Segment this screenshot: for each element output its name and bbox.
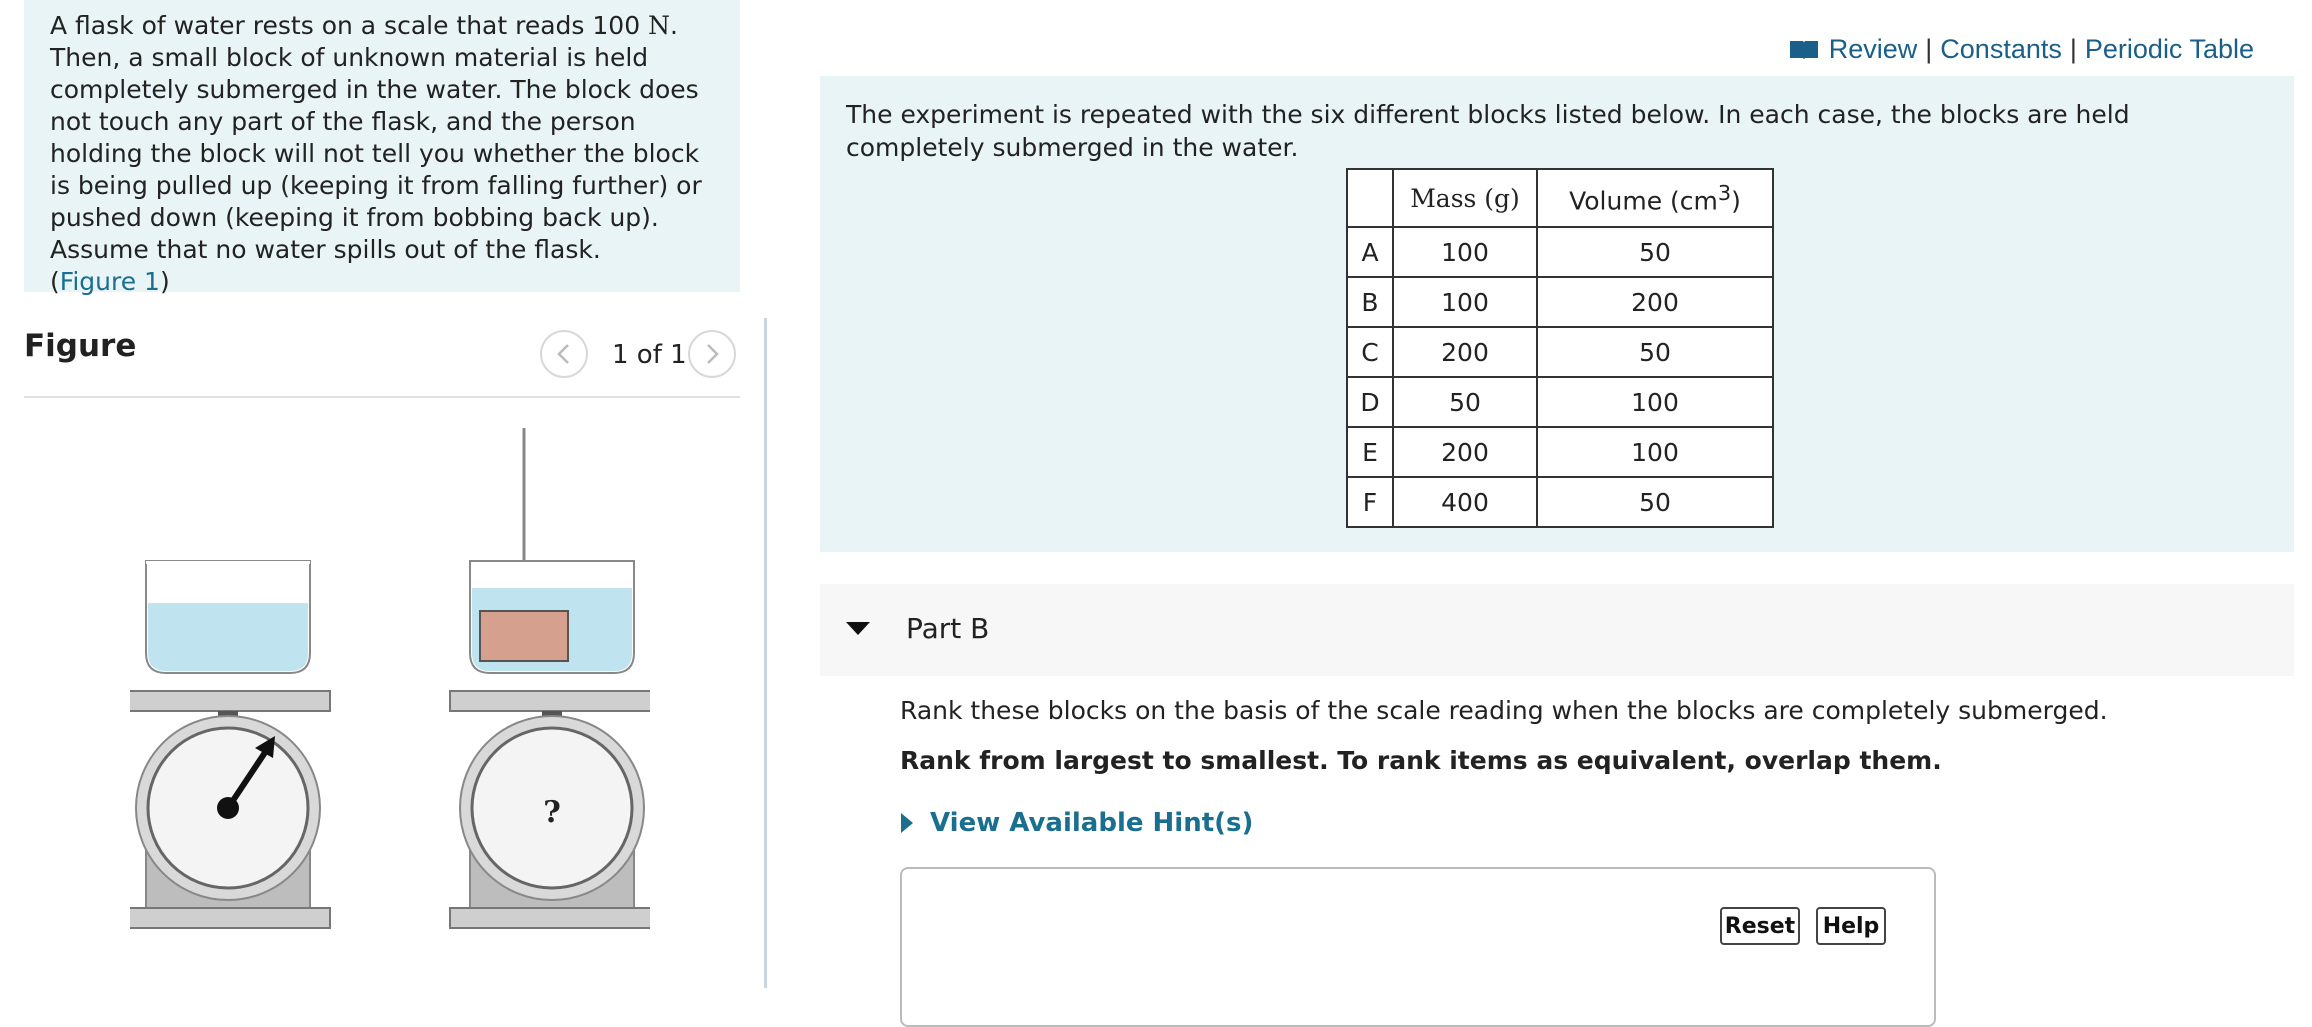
caret-down-icon <box>846 620 870 636</box>
header-volume-close: ) <box>1731 186 1741 216</box>
row-label: F <box>1347 477 1393 527</box>
row-label: D <box>1347 377 1393 427</box>
row-mass: 400 <box>1393 477 1537 527</box>
header-volume-exponent: 3 <box>1717 180 1732 205</box>
table-row <box>1347 227 1773 277</box>
row-volume: 50 <box>1537 477 1773 527</box>
ranking-prompt: Rank these blocks on the basis of the scale reading when the blocks are completely submerged. <box>900 696 2108 725</box>
row-mass: 200 <box>1393 427 1537 477</box>
blocks-table <box>1346 168 1774 528</box>
table-row <box>1347 477 1773 527</box>
review-link[interactable]: Review <box>1828 34 1918 64</box>
scale-with-flask <box>130 561 330 928</box>
row-label: A <box>1347 227 1393 277</box>
table-header-row <box>1347 169 1773 227</box>
book-icon <box>1789 39 1819 61</box>
header-volume <box>1537 169 1773 227</box>
ranking-area[interactable] <box>900 867 1936 1027</box>
left-panel <box>0 0 760 1002</box>
table-row <box>1347 327 1773 377</box>
unknown-reading-mark: ? <box>543 795 561 830</box>
table-row <box>1347 377 1773 427</box>
part-b-title: Part B <box>906 612 990 645</box>
unit-newton: N <box>648 11 670 40</box>
header-mass-label: Mass (g) <box>1410 183 1520 213</box>
periodic-table-link[interactable]: Periodic Table <box>2084 34 2254 64</box>
chevron-right-icon <box>702 342 722 366</box>
problem-text-2: . Then, a small block of unknown material is held completely submerged in the water. The block does not touch any part of the flask, and the person holding the block will not tell you whether the block is being pulled up (keeping it from falling further) or pushed down (keeping it from bobbing back up). Assume that no water spills out of the flask. <box>50 11 702 264</box>
next-figure-button[interactable] <box>688 330 736 378</box>
table-row <box>1347 277 1773 327</box>
row-mass: 200 <box>1393 327 1537 377</box>
row-mass: 100 <box>1393 227 1537 277</box>
row-volume: 50 <box>1537 327 1773 377</box>
chevron-left-icon <box>554 342 574 366</box>
figure-header <box>24 320 740 398</box>
row-label: C <box>1347 327 1393 377</box>
caret-right-icon <box>900 812 914 834</box>
figure-link[interactable]: Figure 1 <box>59 267 160 296</box>
table-header-empty <box>1347 169 1393 227</box>
row-mass: 50 <box>1393 377 1537 427</box>
row-label: E <box>1347 427 1393 477</box>
constants-link[interactable]: Constants <box>1940 34 2062 64</box>
figure-counter: 1 of 1 <box>612 340 687 370</box>
part-b-header[interactable] <box>820 584 2294 676</box>
figure-illustration <box>130 428 650 938</box>
ranking-instruction: Rank from largest to smallest. To rank items as equivalent, overlap them. <box>900 746 1942 775</box>
link-separator: | <box>2069 34 2077 64</box>
table-row <box>1347 427 1773 477</box>
scale-with-submerged-block <box>450 428 650 928</box>
reset-button[interactable]: Reset <box>1720 907 1800 945</box>
experiment-panel <box>820 76 2294 552</box>
row-volume: 100 <box>1537 427 1773 477</box>
panel-divider[interactable] <box>764 318 767 988</box>
problem-statement: A flask of water rests on a scale that reads 100 N. Then, a small block of unknown material is held completely submerged in the water. The block does not touch any part of the flask, and the person holding the block will not tell you whether the block is being pulled up (keeping it from falling further) or pushed down (keeping it from bobbing back up). Assume that no water spills out of the flask. (Figure 1) <box>24 0 740 292</box>
view-hints-label: View Available Hint(s) <box>930 808 1254 838</box>
help-button[interactable]: Help <box>1816 907 1886 945</box>
row-volume: 100 <box>1537 377 1773 427</box>
problem-text-1: A flask of water rests on a scale that reads 100 <box>50 11 649 40</box>
link-separator: | <box>1925 34 1933 64</box>
resource-links <box>1789 34 2254 65</box>
row-volume: 200 <box>1537 277 1773 327</box>
header-volume-label: Volume (cm <box>1569 186 1718 216</box>
header-mass <box>1393 169 1537 227</box>
row-volume: 50 <box>1537 227 1773 277</box>
experiment-intro: The experiment is repeated with the six different blocks listed below. In each case, the blocks are held completely submerged in the water. <box>846 100 2130 162</box>
prev-figure-button[interactable] <box>540 330 588 378</box>
row-label: B <box>1347 277 1393 327</box>
figure-title: Figure <box>24 328 137 364</box>
view-hints-toggle[interactable] <box>900 808 1253 838</box>
row-mass: 100 <box>1393 277 1537 327</box>
